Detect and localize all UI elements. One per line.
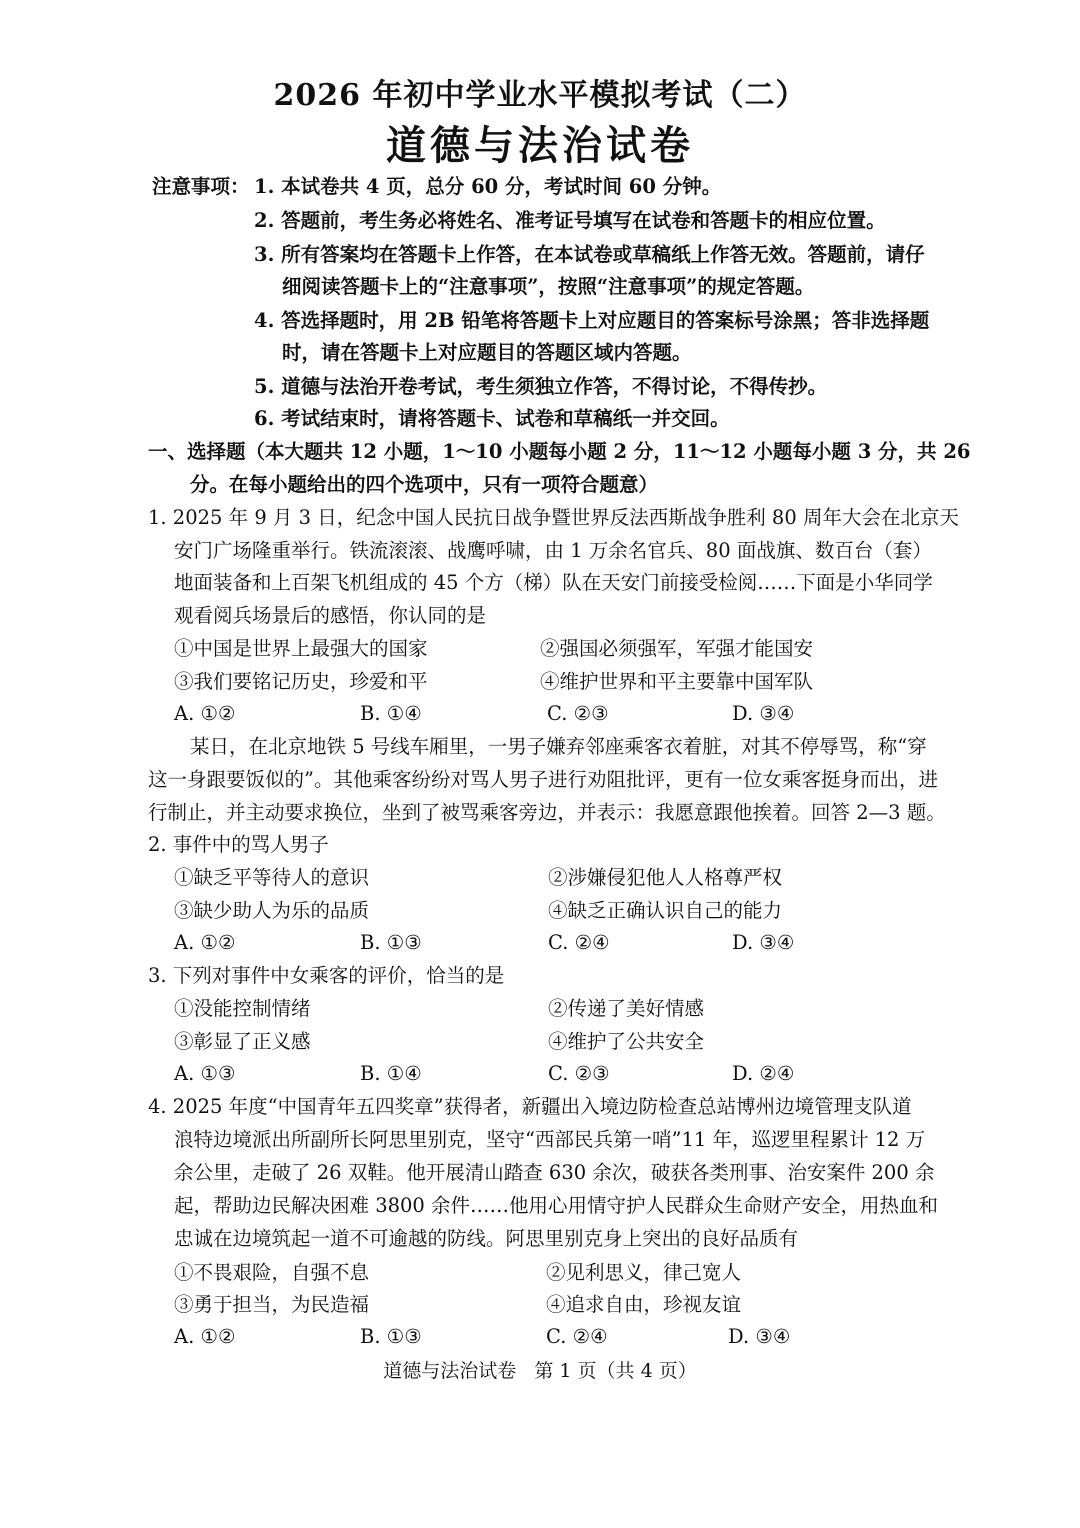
material-text: 行制止，并主动要求换位，坐到了被骂乘客旁边，并表示：我愿意跟他挨着。回答 2—3 题。 [148, 801, 946, 824]
q1-stem: 地面装备和上百架飞机组成的 45 个方（梯）队在天安门前接受检阅……下面是小华同学 [174, 571, 933, 594]
q2-item: ③缺少助人为乐的品质 [174, 899, 370, 922]
material-text: 这一身跟要饭似的”。其他乘客纷纷对骂人男子进行劝阻批评，更有一位女乘客挺身而出，进 [148, 768, 938, 791]
q1-stem: 1. 2025 年 9 月 3 日，纪念中国人民抗日战争暨世界反法西斯战争胜利 80 周年大会在北京天 [148, 506, 959, 529]
notice-item: 2. 答题前，考生务必将姓名、准考证号填写在试卷和答题卡的相应位置。 [254, 209, 886, 232]
q3-item: ②传递了美好情感 [548, 997, 705, 1020]
notice-item-cont: 时，请在答题卡上对应题目的答题区域内答题。 [282, 341, 692, 364]
q1-choice-b: B. ①④ [360, 702, 422, 725]
q1-choice-c: C. ②③ [547, 702, 609, 725]
q3-choice-c: C. ②③ [548, 1062, 610, 1085]
q4-item: ②见利思义，律己宽人 [546, 1261, 742, 1284]
section-heading-cont: 分。在每小题给出的四个选项中，只有一项符合题意） [190, 473, 659, 496]
footer-subject: 道德与法治试卷 [383, 1360, 517, 1382]
material-text: 某日，在北京地铁 5 号线车厢里，一男子嫌弃邻座乘客衣着脏，对其不停辱骂，称“穿 [190, 735, 927, 758]
q1-choice-a: A. ①② [174, 702, 236, 725]
q1-item: ④维护世界和平主要靠中国军队 [540, 670, 814, 693]
q4-item: ①不畏艰险，自强不息 [174, 1261, 370, 1284]
q4-stem: 忠诚在边境筑起一道不可逾越的防线。阿思里别克身上突出的良好品质有 [174, 1227, 799, 1250]
notice-label: 注意事项： [152, 175, 250, 198]
q3-item: ③彰显了正义感 [174, 1030, 311, 1053]
page-footer [0, 1356, 1080, 1383]
notice-item: 6. 考试结束时，请将答题卡、试卷和草稿纸一并交回。 [254, 407, 730, 430]
notice-item-cont: 细阅读答题卡上的“注意事项”，按照“注意事项”的规定答题。 [282, 275, 815, 298]
q4-stem: 浪特边境派出所副所长阿思里别克，坚守“西部民兵第一哨”11 年，巡逻里程累计 12 万 [174, 1128, 926, 1151]
q2-item: ①缺乏平等待人的意识 [174, 866, 370, 889]
q4-choice-b: B. ①③ [360, 1325, 422, 1348]
q4-choice-d: D. ③④ [728, 1325, 791, 1348]
q4-item: ④追求自由，珍视友谊 [546, 1293, 742, 1316]
q1-stem: 观看阅兵场景后的感悟，你认同的是 [174, 604, 487, 627]
notice-item: 3. 所有答案均在答题卡上作答，在本试卷或草稿纸上作答无效。答题前，请仔 [254, 243, 925, 266]
q2-choice-c: C. ②④ [548, 931, 610, 954]
exam-title: 2026 年初中学业水平模拟考试（二） [273, 78, 807, 113]
q4-stem: 4. 2025 年度“中国青年五四奖章”获得者，新疆出入境边防检查总站博州边境管理支队道 [148, 1095, 912, 1118]
footer-page-number: 第 1 页（共 4 页） [534, 1360, 697, 1382]
section-heading: 一、选择题（本大题共 12 小题，1～10 小题每小题 2 分，11～12 小题每小题 3 分，共 26 [148, 440, 971, 463]
notice-item: 1. 本试卷共 4 页，总分 60 分，考试时间 60 分钟。 [254, 175, 722, 198]
q3-stem: 3. 下列对事件中女乘客的评价，恰当的是 [148, 964, 505, 987]
q1-item: ③我们要铭记历史，珍爱和平 [174, 670, 428, 693]
q4-choice-c: C. ②④ [546, 1325, 608, 1348]
q4-choice-a: A. ①② [174, 1325, 236, 1348]
q2-choice-d: D. ③④ [732, 931, 795, 954]
q4-stem: 起，帮助边民解决困难 3800 余件……他用心用情守护人民群众生命财产安全，用热血和 [174, 1194, 939, 1217]
notice-item: 5. 道德与法治开卷考试，考生须独立作答，不得讨论，不得传抄。 [254, 375, 828, 398]
q3-choice-b: B. ①④ [360, 1062, 422, 1085]
q2-choice-b: B. ①③ [360, 931, 422, 954]
q3-choice-d: D. ②④ [732, 1062, 795, 1085]
q4-item: ③勇于担当，为民造福 [174, 1293, 370, 1316]
q1-stem: 安门广场隆重举行。铁流滚滚、战鹰呼啸，由 1 万余名官兵、80 面战旗、数百台（套） [174, 539, 932, 562]
q1-choice-d: D. ③④ [732, 702, 795, 725]
q1-item: ②强国必须强军，军强才能国安 [540, 637, 814, 660]
q2-choice-a: A. ①② [174, 931, 236, 954]
q2-item: ②涉嫌侵犯他人人格尊严权 [548, 866, 783, 889]
q4-stem: 余公里，走破了 26 双鞋。他开展清山踏查 630 余次，破获各类刑事、治安案件 200 余 [174, 1161, 935, 1184]
q3-item: ④维护了公共安全 [548, 1030, 705, 1053]
q2-stem: 2. 事件中的骂人男子 [148, 833, 329, 856]
q3-choice-a: A. ①③ [174, 1062, 236, 1085]
notice-item: 4. 答选择题时，用 2B 铅笔将答题卡上对应题目的答案标号涂黑；答非选择题 [254, 309, 930, 332]
q2-item: ④缺乏正确认识自己的能力 [548, 899, 783, 922]
subject-title: 道德与法治试卷 [386, 122, 694, 169]
q1-item: ①中国是世界上最强大的国家 [174, 637, 428, 660]
q3-item: ①没能控制情绪 [174, 997, 311, 1020]
